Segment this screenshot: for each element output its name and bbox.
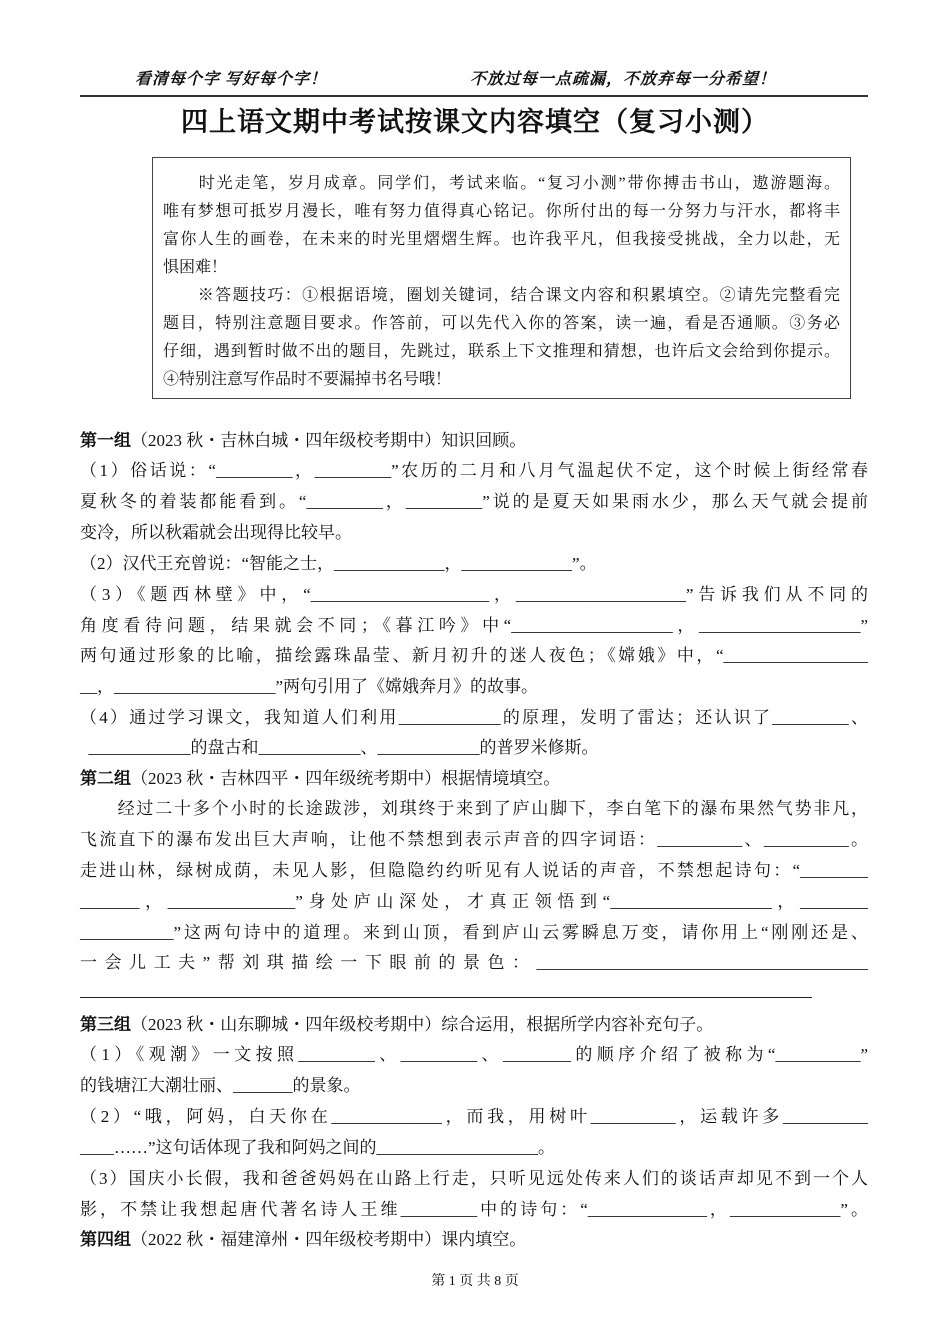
intro-box bbox=[152, 157, 851, 399]
group-label: 第三组 bbox=[80, 1015, 131, 1035]
question-line bbox=[80, 856, 868, 881]
question-line bbox=[80, 549, 868, 574]
question-line bbox=[80, 825, 868, 850]
group-label: 第一组 bbox=[80, 431, 131, 451]
line-text: 经过二十多个小时的长途跋涉，刘琪终于来到了庐山脚下，李白笔下的瀑布果然气势非凡， bbox=[80, 799, 868, 818]
question-line bbox=[80, 948, 868, 973]
question-line bbox=[80, 611, 868, 636]
question-line bbox=[80, 672, 868, 697]
line-text: 角度看待问题，结果就会不同；《暮江吟》中“___________________，___________________” bbox=[80, 616, 868, 635]
question-line bbox=[80, 1164, 868, 1189]
group-heading bbox=[80, 1010, 868, 1035]
question-line bbox=[80, 1102, 868, 1127]
line-text: （3）国庆小长假，我和爸爸妈妈在山路上行走，只听见远处传来人们的谈话声却见不到一个人 bbox=[80, 1169, 868, 1188]
intro-line: 题目，特别注意题目要求。作答前，可以先代入你的答案，读一遍，看是否通顺。③务必 bbox=[163, 315, 840, 332]
question-line bbox=[80, 887, 868, 912]
line-text: （1）俗话说：“_________，_________”农历的二月和八月气温起伏不定，这个时候上街经常春 bbox=[80, 461, 868, 480]
line-text: 的钱塘江大潮壮丽、_______的景象。 bbox=[80, 1076, 361, 1095]
question-line bbox=[80, 1071, 868, 1096]
header-motto-left: 看清每个字 写好每个字！ bbox=[135, 71, 328, 88]
line-text: ___________”这两句诗中的道理。来到山顶，看到庐山云雾瞬息万变，请你用上“刚刚还是、 bbox=[80, 923, 868, 942]
line-text: （2023 秋・山东聊城・四年级校考期中）综合运用，根据所学内容补充句子。 bbox=[131, 1015, 714, 1034]
line-text: 飞流直下的瀑布发出巨大声响，让他不禁想到表示声音的四字词语：__________、__________。 bbox=[80, 830, 868, 849]
intro-line: 唯有梦想可抵岁月漫长，唯有努力值得真心铭记。你所付出的每一分努力与汗水，都将丰 bbox=[163, 203, 840, 220]
group-heading bbox=[80, 764, 868, 789]
line-text: （2）汉代王充曾说：“智能之士，_____________，_____________”。 bbox=[80, 554, 597, 573]
intro-line: 富你人生的画卷，在未来的时光里熠熠生辉。也许我平凡，但我接受挑战，全力以赴，无 bbox=[163, 231, 840, 248]
question-line bbox=[80, 1040, 868, 1065]
line-text: （2023 秋・吉林四平・四年级统考期中）根据情境填空。 bbox=[131, 769, 561, 788]
intro-line: ④特别注意写作品时不要漏掉书名号哦！ bbox=[163, 371, 452, 388]
line-text: 一会儿工夫”帮刘琪描绘一下眼前的景色：_______________________________________ bbox=[80, 953, 868, 972]
line-text: （2022 秋・福建漳州・四年级校考期中）课内填空。 bbox=[131, 1230, 527, 1249]
intro-line: ※答题技巧：①根据语境，圈划关键词，结合课文内容和积累填空。②请先完整看完 bbox=[163, 287, 840, 304]
page-footer: 第 1 页 共 8 页 bbox=[431, 1274, 519, 1289]
line-text: （2）“哦，阿妈，白天你在_____________，而我，用树叶__________，运载许多__________ bbox=[80, 1107, 868, 1126]
group-label: 第二组 bbox=[80, 769, 131, 789]
header-motto-right: 不放过每一点疏漏，不放弃每一分希望！ bbox=[470, 71, 777, 88]
line-text: 两句通过形象的比喻，描绘露珠晶莹、新月初升的迷人夜色；《嫦娥》中，“_________________ bbox=[80, 646, 868, 665]
intro-line: 时光走笔，岁月成章。同学们，考试来临。“复习小测”带你搏击书山，遨游题海。 bbox=[163, 175, 840, 192]
question-line bbox=[80, 641, 868, 666]
intro-line: 惧困难！ bbox=[163, 259, 228, 276]
question-line bbox=[80, 918, 868, 943]
page-title: 四上语文期中考试按课文内容填空（复习小测） bbox=[181, 107, 769, 138]
line-text: 夏秋冬的着装都能看到。“_________，_________”说的是夏天如果雨水少，那么天气就会提前 bbox=[80, 492, 868, 511]
question-line bbox=[80, 487, 868, 512]
line-text: （4）通过学习课文，我知道人们利用____________的原理，发明了雷达；还认识了_________、 bbox=[80, 708, 868, 727]
group-heading bbox=[80, 1225, 868, 1250]
intro-line: 仔细，遇到暂时做不出的题目，先跳过，联系上下文推理和猜想，也许后文会给到你提示。 bbox=[163, 343, 840, 360]
line-text: ____……”这句话体现了我和阿妈之间的___________________。 bbox=[80, 1138, 556, 1157]
line-text: （3）《题西林壁》中，“_____________________，____________________”告诉我们从不同的 bbox=[80, 585, 868, 604]
line-text: （2023 秋・吉林白城・四年级校考期中）知识回顾。 bbox=[131, 431, 527, 450]
line-text: （1）《观潮》一文按照_________、_________、________的顺序介绍了被称为“__________” bbox=[80, 1045, 868, 1064]
answer-line bbox=[80, 997, 812, 998]
line-text: ____________的盘古和____________、____________的普罗米修斯。 bbox=[80, 738, 599, 757]
group-label: 第四组 bbox=[80, 1230, 131, 1250]
question-line bbox=[80, 794, 868, 819]
question-line bbox=[80, 733, 868, 758]
line-text: 变冷，所以秋霜就会出现得比较早。 bbox=[80, 523, 352, 542]
question-line bbox=[80, 518, 868, 543]
question-line bbox=[80, 580, 868, 605]
question-line bbox=[80, 1133, 868, 1158]
question-line bbox=[80, 703, 868, 728]
question-line bbox=[80, 456, 868, 481]
group-heading bbox=[80, 426, 868, 451]
line-text: 走进山林，绿树成荫，未见人影，但隐隐约约听见有人说话的声音，不禁想起诗句：“________ bbox=[80, 861, 868, 880]
line-text: 影，不禁让我想起唐代著名诗人王维_________中的诗句：“______________，_____________”。 bbox=[80, 1200, 868, 1219]
header-divider bbox=[80, 95, 868, 97]
line-text: __，___________________”两句引用了《嫦娥奔月》的故事。 bbox=[80, 677, 539, 696]
line-text: _______，_______________”身处庐山深处，才真正领悟到“___________________，________ bbox=[80, 892, 868, 911]
question-line bbox=[80, 1195, 868, 1220]
